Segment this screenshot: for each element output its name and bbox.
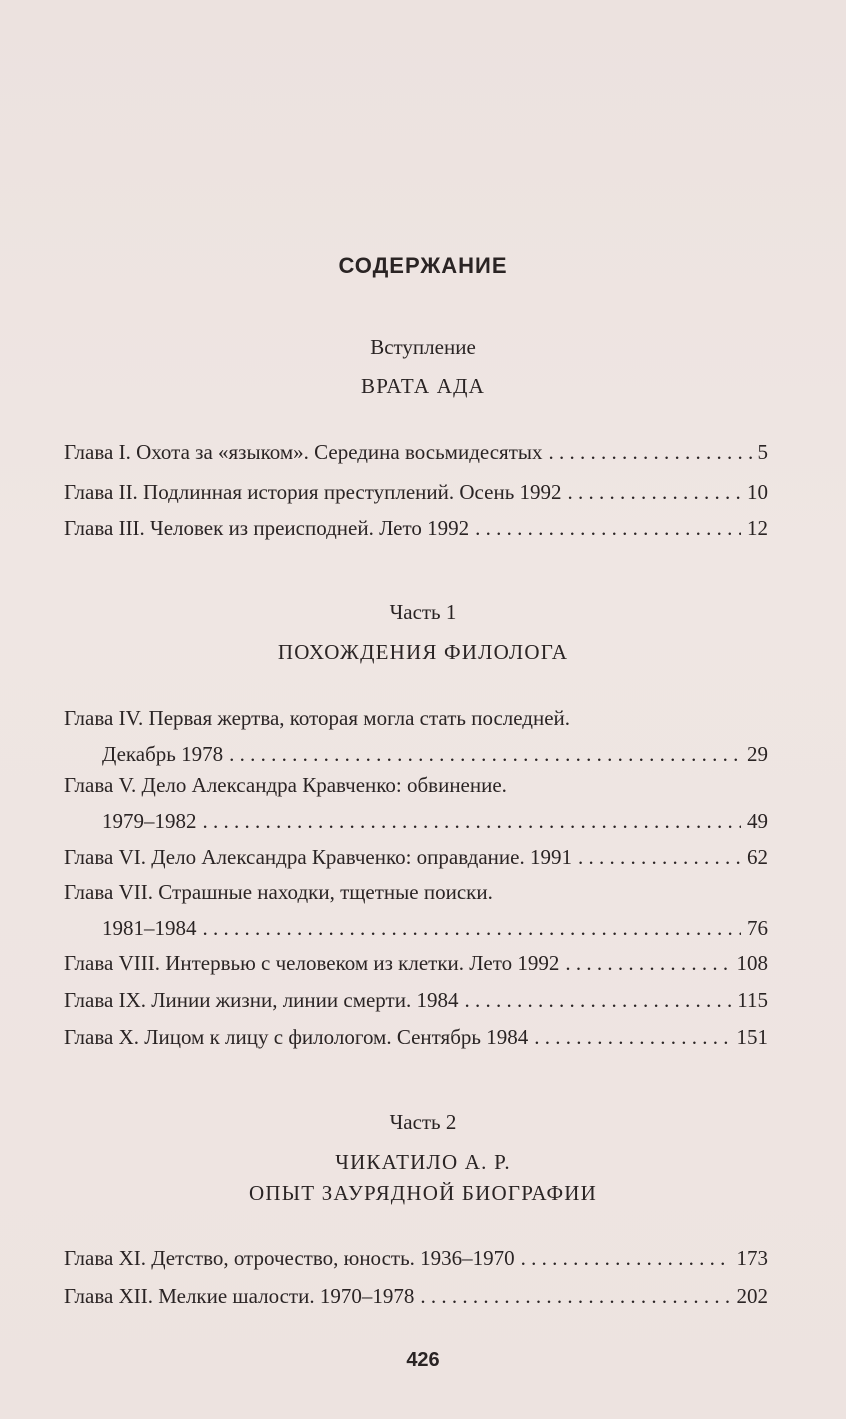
entry-title: Глава V. Дело Александра Кравченко: обвинение. (64, 773, 507, 797)
page-number: 62 (747, 845, 768, 869)
dot-leader (464, 982, 731, 1018)
toc-entry-4[interactable] (64, 700, 768, 772)
page-number: 108 (736, 951, 768, 975)
toc-entry-11[interactable] (64, 1240, 768, 1276)
toc-entry-1[interactable] (64, 434, 768, 470)
toc-entry-5[interactable] (64, 767, 768, 839)
entry-title: Глава I. Охота за «языком». Середина восьмидесятых (64, 440, 543, 464)
page-number: 115 (737, 988, 768, 1012)
toc-entry-10[interactable] (64, 1019, 768, 1055)
dot-leader (565, 945, 730, 981)
toc-entry-3[interactable] (64, 510, 768, 546)
dot-leader (568, 474, 741, 510)
entry-subtitle: Декабрь 1978 (102, 742, 224, 766)
entry-title: Глава X. Лицом к лицу с филологом. Сентябрь 1984 (64, 1025, 529, 1049)
part1-title: ПОХОЖДЕНИЯ ФИЛОЛОГА (277, 640, 569, 664)
dot-leader (549, 434, 752, 470)
page-number: 10 (747, 480, 768, 504)
dot-leader (578, 839, 741, 875)
page-number: 173 (736, 1246, 768, 1270)
toc-entry-9[interactable] (64, 982, 768, 1018)
entry-title: Глава IV. Первая жертва, которая могла стать последней. (64, 706, 571, 730)
entry-title: Глава VI. Дело Александра Кравченко: оправдание. 1991 (64, 845, 572, 869)
toc-entry-7[interactable] (64, 874, 768, 946)
dot-leader (534, 1019, 730, 1055)
entry-title: Глава II. Подлинная история преступлений. Осень 1992 (64, 480, 562, 504)
toc-entry-12[interactable] (64, 1278, 768, 1314)
part2-label: Часть 2 (389, 1110, 457, 1134)
toc-entry-6[interactable] (64, 839, 768, 875)
page-number: 29 (747, 742, 768, 766)
dot-leader (475, 510, 741, 546)
entry-title: Глава III. Человек из преисподней. Лето 1992 (64, 516, 470, 540)
page-number: 5 (757, 440, 768, 464)
entry-title: Глава XII. Мелкие шалости. 1970–1978 (64, 1284, 415, 1308)
page-number: 151 (736, 1025, 768, 1049)
toc-entry-8[interactable] (64, 945, 768, 981)
entry-subtitle: 1981–1984 (102, 916, 197, 940)
page-number: 202 (736, 1284, 768, 1308)
entry-subtitle: 1979–1982 (102, 809, 197, 833)
dot-leader (521, 1240, 731, 1276)
page-number: 76 (747, 916, 768, 940)
entry-title: Глава VIII. Интервью с человеком из клетки. Лето 1992 (64, 951, 560, 975)
entry-title: Глава XI. Детство, отрочество, юность. 1936–1970 (64, 1246, 515, 1270)
dot-leader (203, 910, 742, 946)
part1-label: Часть 1 (389, 600, 457, 624)
dot-leader (203, 803, 742, 839)
page-number: 12 (747, 516, 768, 540)
part2-title-line1: ЧИКАТИЛО А. Р. (335, 1150, 511, 1174)
page-number: 49 (747, 809, 768, 833)
toc-entry-2[interactable] (64, 474, 768, 510)
dot-leader (420, 1278, 730, 1314)
intro-label: Вступление (370, 335, 476, 359)
folio-page-number: 426 (406, 1349, 440, 1371)
intro-title: ВРАТА АДА (361, 374, 485, 398)
entry-title: Глава VII. Страшные находки, тщетные поиски. (64, 880, 493, 904)
toc-title: СОДЕРЖАНИЕ (338, 253, 508, 278)
part2-title-line2: ОПЫТ ЗАУРЯДНОЙ БИОГРАФИИ (249, 1181, 597, 1205)
entry-title: Глава IX. Линии жизни, линии смерти. 1984 (64, 988, 459, 1012)
